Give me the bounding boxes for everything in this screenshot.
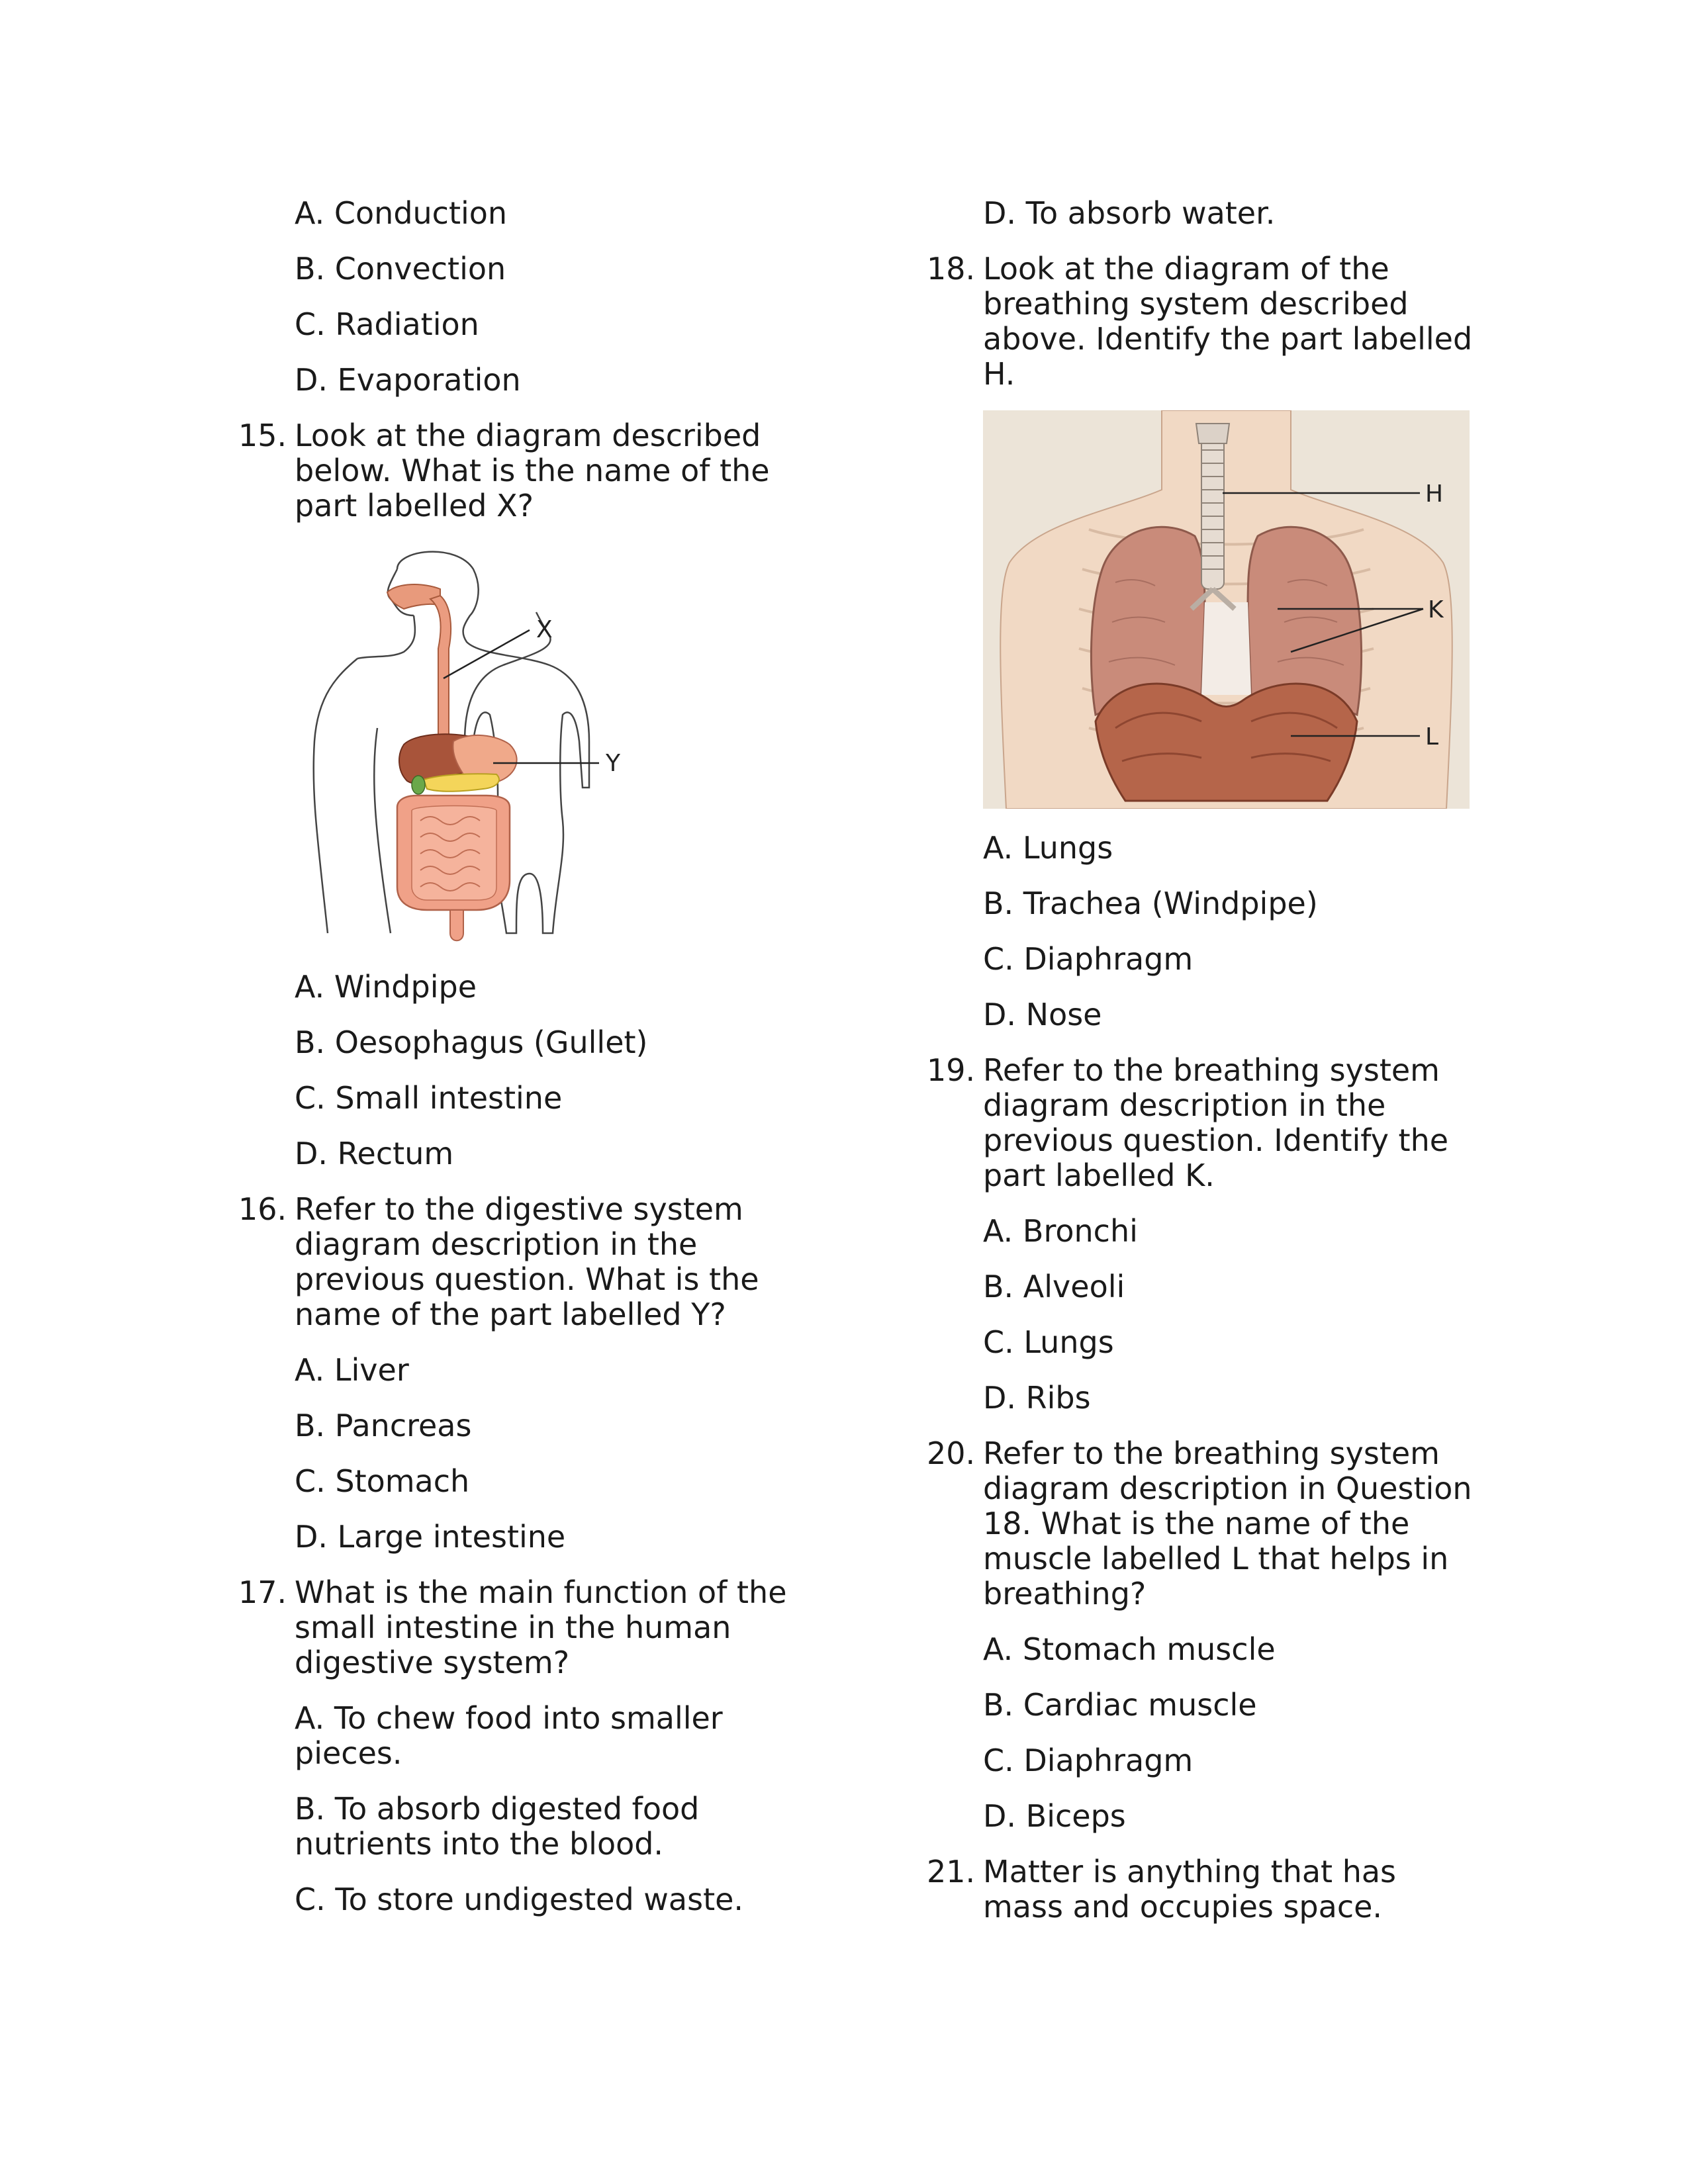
label-k: K bbox=[1428, 596, 1444, 623]
q15-option-d: D. Rectum bbox=[295, 1136, 454, 1171]
label-y: Y bbox=[606, 750, 620, 777]
q19-option-c: C. Lungs bbox=[983, 1324, 1114, 1360]
q20-option-b: B. Cardiac muscle bbox=[983, 1687, 1257, 1723]
q15-text-line: part labelled X? bbox=[295, 488, 534, 523]
q17-text-line: small intestine in the human bbox=[295, 1610, 731, 1645]
q20-option-d: D. Biceps bbox=[983, 1798, 1126, 1834]
label-x: X bbox=[536, 616, 553, 643]
q16-option-a: A. Liver bbox=[295, 1352, 409, 1388]
q16-number: 16. bbox=[238, 1191, 287, 1227]
q19-text-line: diagram description in the bbox=[983, 1087, 1386, 1123]
q16-option-d: D. Large intestine bbox=[295, 1519, 566, 1555]
q17-text-line: digestive system? bbox=[295, 1645, 570, 1680]
q18-option-b: B. Trachea (Windpipe) bbox=[983, 886, 1318, 921]
breathing-system-diagram bbox=[983, 410, 1470, 809]
q15-option-c: C. Small intestine bbox=[295, 1080, 563, 1116]
q20-number: 20. bbox=[927, 1435, 976, 1471]
q21-text-line: mass and occupies space. bbox=[983, 1889, 1383, 1925]
q16-option-b: B. Pancreas bbox=[295, 1408, 472, 1443]
q16-text-line: Refer to the digestive system bbox=[295, 1191, 743, 1227]
q20-text-line: muscle labelled L that helps in bbox=[983, 1541, 1449, 1576]
q17-option-a: A. To chew food into smaller bbox=[295, 1700, 723, 1736]
q19-option-d: D. Ribs bbox=[983, 1380, 1091, 1416]
q16-text-line: diagram description in the bbox=[295, 1226, 698, 1262]
q19-option-b: B. Alveoli bbox=[983, 1269, 1125, 1304]
q15-text-line: below. What is the name of the bbox=[295, 453, 770, 488]
q20-text-line: 18. What is the name of the bbox=[983, 1506, 1410, 1541]
label-h: H bbox=[1425, 480, 1444, 508]
q17-text-line: What is the main function of the bbox=[295, 1574, 787, 1610]
q15-text-line: Look at the diagram described bbox=[295, 418, 761, 453]
q14-option-c: C. Radiation bbox=[295, 306, 479, 342]
digestive-system-diagram bbox=[298, 543, 642, 956]
q18-number: 18. bbox=[927, 251, 976, 287]
q14-option-a: A. Conduction bbox=[295, 195, 508, 231]
q21-number: 21. bbox=[927, 1854, 976, 1889]
q17-option-c: C. To store undigested waste. bbox=[295, 1882, 744, 1917]
q15-number: 15. bbox=[238, 418, 287, 453]
q20-option-c: C. Diaphragm bbox=[983, 1743, 1194, 1778]
q20-text-line: Refer to the breathing system bbox=[983, 1435, 1440, 1471]
q19-text-line: Refer to the breathing system bbox=[983, 1052, 1440, 1088]
q19-text-line: previous question. Identify the bbox=[983, 1122, 1449, 1158]
q16-text-line: previous question. What is the bbox=[295, 1261, 759, 1297]
q18-text-line: above. Identify the part labelled bbox=[983, 321, 1473, 357]
q20-option-a: A. Stomach muscle bbox=[983, 1631, 1276, 1667]
q18-option-a: A. Lungs bbox=[983, 830, 1113, 866]
q15-option-b: B. Oesophagus (Gullet) bbox=[295, 1024, 648, 1060]
q15-option-a: A. Windpipe bbox=[295, 969, 477, 1005]
q18-option-d: D. Nose bbox=[983, 997, 1102, 1032]
q14-option-b: B. Convection bbox=[295, 251, 506, 287]
q20-text-line: breathing? bbox=[983, 1576, 1147, 1612]
q17-option-d: D. To absorb water. bbox=[983, 195, 1276, 231]
q18-text-line: breathing system described bbox=[983, 286, 1409, 322]
q16-option-c: C. Stomach bbox=[295, 1463, 470, 1499]
q20-text-line: diagram description in Question bbox=[983, 1471, 1472, 1506]
q18-option-c: C. Diaphragm bbox=[983, 941, 1194, 977]
q19-option-a: A. Bronchi bbox=[983, 1213, 1138, 1249]
q17-option-a-cont: pieces. bbox=[295, 1735, 402, 1771]
q19-number: 19. bbox=[927, 1052, 976, 1088]
q17-option-b-cont: nutrients into the blood. bbox=[295, 1826, 664, 1862]
q17-option-b: B. To absorb digested food bbox=[295, 1791, 700, 1827]
label-l: L bbox=[1425, 723, 1439, 751]
q14-option-d: D. Evaporation bbox=[295, 362, 521, 398]
q18-text-line: H. bbox=[983, 356, 1015, 392]
q18-text-line: Look at the diagram of the bbox=[983, 251, 1389, 287]
q21-text-line: Matter is anything that has bbox=[983, 1854, 1397, 1889]
q19-text-line: part labelled K. bbox=[983, 1158, 1215, 1193]
q16-text-line: name of the part labelled Y? bbox=[295, 1297, 726, 1332]
q17-number: 17. bbox=[238, 1574, 287, 1610]
